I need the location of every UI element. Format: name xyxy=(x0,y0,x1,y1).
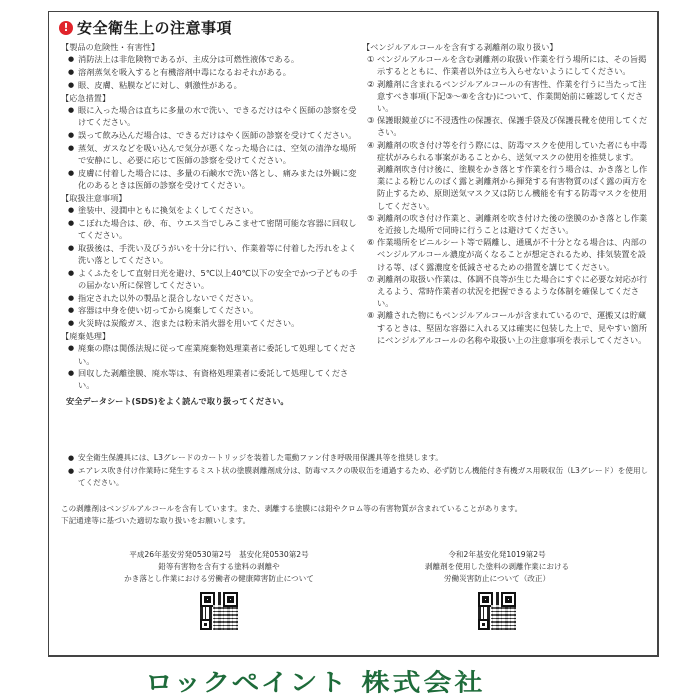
notice-header xyxy=(59,17,232,38)
section-heading-hazards: 【製品の危険性・有害性】 xyxy=(61,42,160,52)
intro-paragraph xyxy=(61,503,651,527)
handling-list xyxy=(61,204,361,329)
intro-line: この剥離剤はベンジルアルコールを含有しています。また、剥離する塗膜には鉛やクロム等の有害物質が含まれていることがあります。 xyxy=(61,504,523,513)
list-item: ● 取扱後は、手洗い及びうがいを十分に行い、作業着等に付着した汚れをよく洗い落としてください。 xyxy=(61,242,361,266)
safety-notice-box xyxy=(48,11,659,657)
left-column xyxy=(61,40,361,407)
section-heading-benzyl-alcohol: 【ベンジルアルコールを含有する剥離剤の取り扱い】 xyxy=(362,42,558,52)
list-item: ● 皮膚に付着した場合には、多量の石鹸水で洗い落とし、痛みまたは外観に変化のあるときは医師の診察を受けてください。 xyxy=(61,167,361,191)
list-item: ⑧ 剥離された物にもベンジルアルコールが含まれているので、運搬又は貯蔵するときは、堅固な容器に入れる又は確実に包装した上で、見やすい箇所にベンジルアルコールの名称や取扱い上の注意事項を表示してください。 xyxy=(367,310,648,345)
list-item: ④ 剥離剤の吹き付け等を行う際には、防毒マスクを使用していた者にも中毒症状がみられる事案があることから、送気マスクの使用を推奨します。 xyxy=(367,139,648,162)
benzyl-alcohol-list xyxy=(362,53,654,346)
reference-title: 鉛等有害物を含有する塗料の剥離や xyxy=(158,562,280,571)
exclamation-circle-icon: ! xyxy=(59,21,73,35)
list-item: ● エアレス吹き付け作業時に発生するミスト状の塗膜剥離剤成分は、防毒マスクの吸収缶を通過するため、必ず防じん機能付き有機ガス用吸収缶（L3グレード）を使用してください。 xyxy=(61,465,651,489)
first-aid-list xyxy=(61,104,361,191)
list-item-extra: 剥離剤吹き付け後に、塗膜をかき落とす作業を行う場合は、かき落とし作業による粉じんのばく露と剥離剤から揮発する有害物質のばく露の両方を防止するため、原則送気マスク又は防じん機能を有する防毒マスクを使用してください。 xyxy=(377,164,648,211)
reference-notice-left xyxy=(89,549,349,631)
hazards-list xyxy=(61,53,361,91)
list-item: ⑦ 剥離剤の取扱い作業は、体調不良等が生じた場合にすぐに必要な対応が行えるよう、常時作業者の状況を把握できるような体制を確保してください。 xyxy=(367,273,648,309)
disposal-list xyxy=(61,342,361,391)
sds-note: 安全データシート(SDS)をよく読んで取り扱ってください。 xyxy=(66,395,289,406)
list-item: ● 蒸気、ガスなどを吸い込んで気分が悪くなった場合には、空気の清浄な場所で安静にし、必要に応じて医師の診察を受けてください。 xyxy=(61,142,361,166)
section-heading-disposal: 【廃棄処理】 xyxy=(61,331,111,342)
list-item: ● 眼に入った場合は直ちに多量の水で洗い、できるだけはやく医師の診察を受けてください。 xyxy=(61,104,361,128)
list-item: ● 安全衛生保護具には、L3グレードのカートリッジを装着した電動ファン付き呼吸用保護具等を推奨します。 xyxy=(61,452,651,464)
list-item: ● 廃棄の際は関係法規に従って産業廃棄物処理業者に委託して処理してください。 xyxy=(61,342,361,366)
reference-notice-right xyxy=(367,549,627,631)
intro-line: 下記通達等に基づいた適切な取り扱いをお願いします。 xyxy=(61,516,251,525)
section-heading-first-aid: 【応急措置】 xyxy=(61,92,111,103)
protective-equipment-notes xyxy=(61,452,651,489)
list-item: ● 誤って飲み込んだ場合は、できるだけはやく医師の診察を受けてください。 xyxy=(61,129,361,141)
reference-title: かき落とし作業における労働者の健康障害防止について xyxy=(124,574,314,583)
qr-code-icon[interactable] xyxy=(199,591,239,631)
list-item: ⑤ 剥離剤の吹き付け作業と、剥離剤を吹き付けた後の塗膜のかき落とし作業を近接した場所で同時に行うことは避けてください。 xyxy=(367,212,648,236)
reference-title: 剥離剤を使用した塗料の剥離作業における xyxy=(424,562,570,571)
list-item: ● よくふたをして直射日光を避け、5℃以上40℃以下の安全でかつ子どもの手の届かない所に保管してください。 xyxy=(61,267,361,291)
corporate-suffix: 株式会社 xyxy=(361,668,486,697)
list-item: ● 消防法上は非危険物であるが、主成分は可燃性液体である。 xyxy=(61,53,361,65)
list-item: ● 塗装中、浸潤中ともに換気をよくしてください。 xyxy=(61,204,361,216)
list-item: ● 眼、皮膚、粘膜などに対し、刺激性がある。 xyxy=(61,79,361,91)
page-title: 安全衛生上の注意事項 xyxy=(77,19,233,37)
list-item: ③ 保護眼鏡並びに不浸透性の保護衣、保護手袋及び保護長靴を使用してください。 xyxy=(367,115,648,138)
company-logo xyxy=(145,664,485,698)
list-item: ● 火災時は炭酸ガス、泡または粉末消火器を用いてください。 xyxy=(61,317,361,329)
section-heading-handling: 【取扱注意事項】 xyxy=(61,192,127,203)
right-column xyxy=(362,40,654,346)
qr-code-icon[interactable] xyxy=(477,591,517,631)
list-item: ● こぼれた場合は、砂、布、ウエス当でしみこませて密閉可能な容器に回収してください。 xyxy=(61,217,361,241)
list-item: ① ベンジルアルコールを含む剥離剤の取扱い作業を行う場所には、その旨掲示するとともに、作業者以外は立ち入らせないようにしてください。 xyxy=(367,54,647,77)
list-item: ● 指定された以外の製品と混合しないでください。 xyxy=(61,292,361,304)
reference-number: 令和2年基安化発1019第2号 xyxy=(448,550,546,559)
list-item: ⑥ 作業場所をビニルシート等で隔離し、通風が不十分となる場合は、内部のベンジルアルコール濃度が高くなることが想定されるため、排気装置を設ける等、ばく露濃度を低減させるための措置を講じてください。 xyxy=(367,237,647,272)
brand-name: ロックペイント xyxy=(145,668,348,697)
list-item: ② 剥離剤に含まれるベンジルアルコールの有害性、作業を行うに当たって注意すべき事項(下記③〜⑧を含む)について、作業開始前に確認してください。 xyxy=(367,78,647,114)
list-item: ● 回収した剥離塗膜、廃水等は、有資格処理業者に委託して処理してください。 xyxy=(61,367,361,391)
reference-number: 平成26年基安労発0530第2号 基安化発0530第2号 xyxy=(129,550,309,559)
list-item: ● 容器は中身を使い切ってから廃棄してください。 xyxy=(61,304,361,316)
reference-title: 労働災害防止について（改正） xyxy=(443,574,551,583)
list-item: ● 溶剤蒸気を吸入すると有機溶剤中毒になるおそれがある。 xyxy=(61,66,361,78)
